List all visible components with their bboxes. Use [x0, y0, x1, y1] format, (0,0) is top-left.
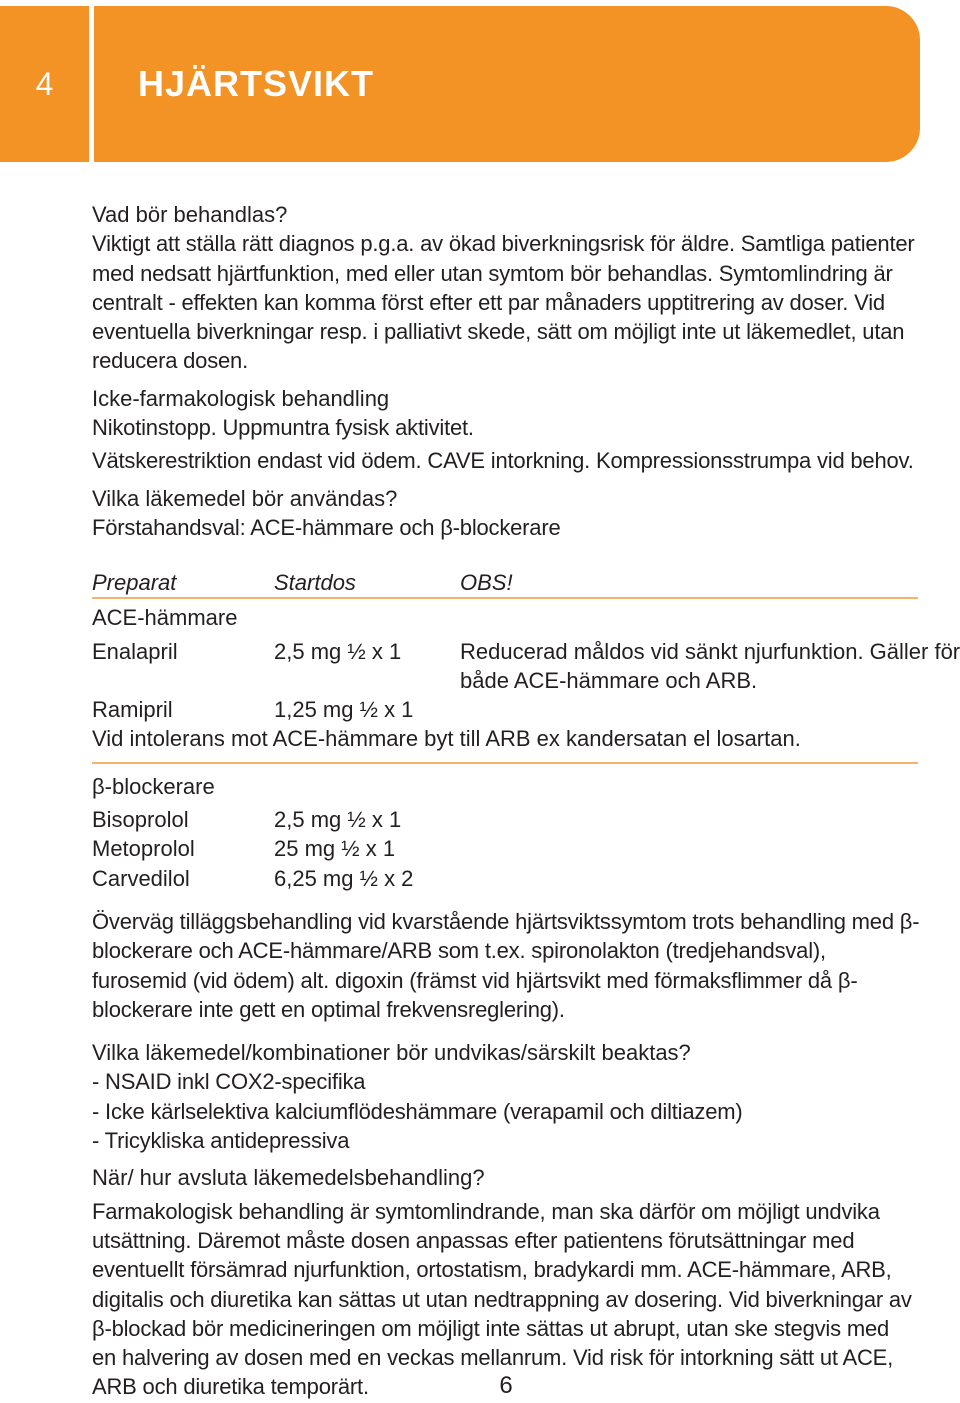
drug-name: Ramipril — [92, 697, 173, 723]
group-beta-title: β-blockerare — [92, 773, 215, 799]
drug-name: Metoprolol — [92, 836, 195, 862]
chapter-number: 4 — [0, 6, 89, 162]
table-row — [92, 834, 960, 863]
table-header — [92, 568, 960, 597]
table-rule — [92, 762, 918, 764]
drug-dose: 2,5 mg ½ x 1 — [274, 638, 402, 664]
table-row — [92, 805, 960, 834]
text-first-choice: Förstahandsval: ACE-hämmare och β-blockerare — [92, 514, 561, 540]
drug-dose: 6,25 mg ½ x 2 — [274, 865, 414, 891]
heading-non-pharma: Icke-farmakologisk behandling — [92, 385, 390, 411]
drug-name: Carvedilol — [92, 865, 190, 891]
group-ace-title: ACE-hämmare — [92, 605, 238, 631]
table-row — [92, 695, 960, 724]
drug-note: Reducerad måldos vid sänkt njurfunktion. Gäller för både ACE-hämmare och ARB. — [460, 638, 960, 693]
drug-name: Bisoprolol — [92, 807, 189, 833]
ace-footnote: Vid intolerans mot ACE-hämmare byt till ARB ex kandersatan el losartan. — [92, 726, 801, 752]
table-rule — [92, 597, 918, 599]
text-discontinue: Farmakologisk behandling är symtomlindrande, man ska därför om möjligt undvika utsättning. Däremot måste dosen anpassas efter patientens förutsättningar med eventuellt försämrad njurfunktion, ortostatism, bradykardi mm. ACE-hämmare, ARB, digitalis och diuretika kan sättas ut utan nedtrappning av dosering. Vid biverkningar av β-blockad bör medicineringen om möjligt inte sättas ut abrupt, utan ske stegvis med en halvering av dosen med en veckas mellanrum. Vid risk för intorkning sätt ut ACE, ARB och diuretika temporärt. — [92, 1198, 912, 1400]
chapter-header — [94, 6, 920, 162]
col-startdos: Startdos — [274, 570, 356, 596]
drug-dose: 2,5 mg ½ x 1 — [274, 807, 402, 833]
heading-avoid: Vilka läkemedel/kombinationer bör undvikas/särskilt beaktas? — [92, 1040, 691, 1066]
text-non-pharma-2: Vätskerestriktion endast vid ödem. CAVE intorkning. Kompressionsstrumpa vid behov. — [92, 448, 914, 474]
table-row — [92, 864, 960, 893]
col-preparat: Preparat — [92, 570, 177, 596]
chapter-title: HJÄRTSVIKT — [138, 63, 375, 104]
text-addon-treatment: Överväg tilläggsbehandling vid kvarstående hjärtsviktssymtom trots behandling med β-blockerare och ACE-hämmare/ARB som t.ex. spironolakton (tredjehandsval), furosemid (vid ödem) alt. digoxin (främst vid hjärtsvikt med förmaksflimmer då β-blockerare inte gett en optimal frekvensreglering). — [92, 908, 920, 1022]
drug-note — [460, 695, 960, 724]
heading-what-to-treat: Vad bör behandlas? — [92, 202, 288, 227]
text-what-to-treat: Viktigt att ställa rätt diagnos p.g.a. av ökad biverkningsrisk för äldre. Samtliga patienter med nedsatt hjärtfunktion, med eller utan symtom bör behandlas. Symtomlindring är centralt - effekten kan komma först efter ett par månaders upptitrering av doser. Vid eventuella biverkningar resp. i palliativt skede, sätt om möjligt inte ut läkemedlet, utan reducera dosen. — [92, 231, 915, 374]
col-obs: OBS! — [460, 570, 513, 596]
drug-name: Enalapril — [92, 638, 178, 664]
avoid-item: - Icke kärlselektiva kalciumflödeshämmare (verapamil och diltiazem) — [92, 1098, 743, 1124]
table-row — [92, 637, 960, 696]
drug-dose: 1,25 mg ½ x 1 — [274, 697, 414, 723]
avoid-item: - NSAID inkl COX2-specifika — [92, 1069, 366, 1095]
page-content — [92, 200, 960, 1402]
page-number: 6 — [499, 1372, 513, 1399]
heading-discontinue: När/ hur avsluta läkemedelsbehandling? — [92, 1165, 485, 1191]
drug-dose: 25 mg ½ x 1 — [274, 836, 396, 862]
avoid-item: - Tricykliska antidepressiva — [92, 1128, 350, 1154]
heading-which-drugs: Vilka läkemedel bör användas? — [92, 485, 398, 511]
text-non-pharma-1: Nikotinstopp. Uppmuntra fysisk aktivitet. — [92, 415, 474, 441]
